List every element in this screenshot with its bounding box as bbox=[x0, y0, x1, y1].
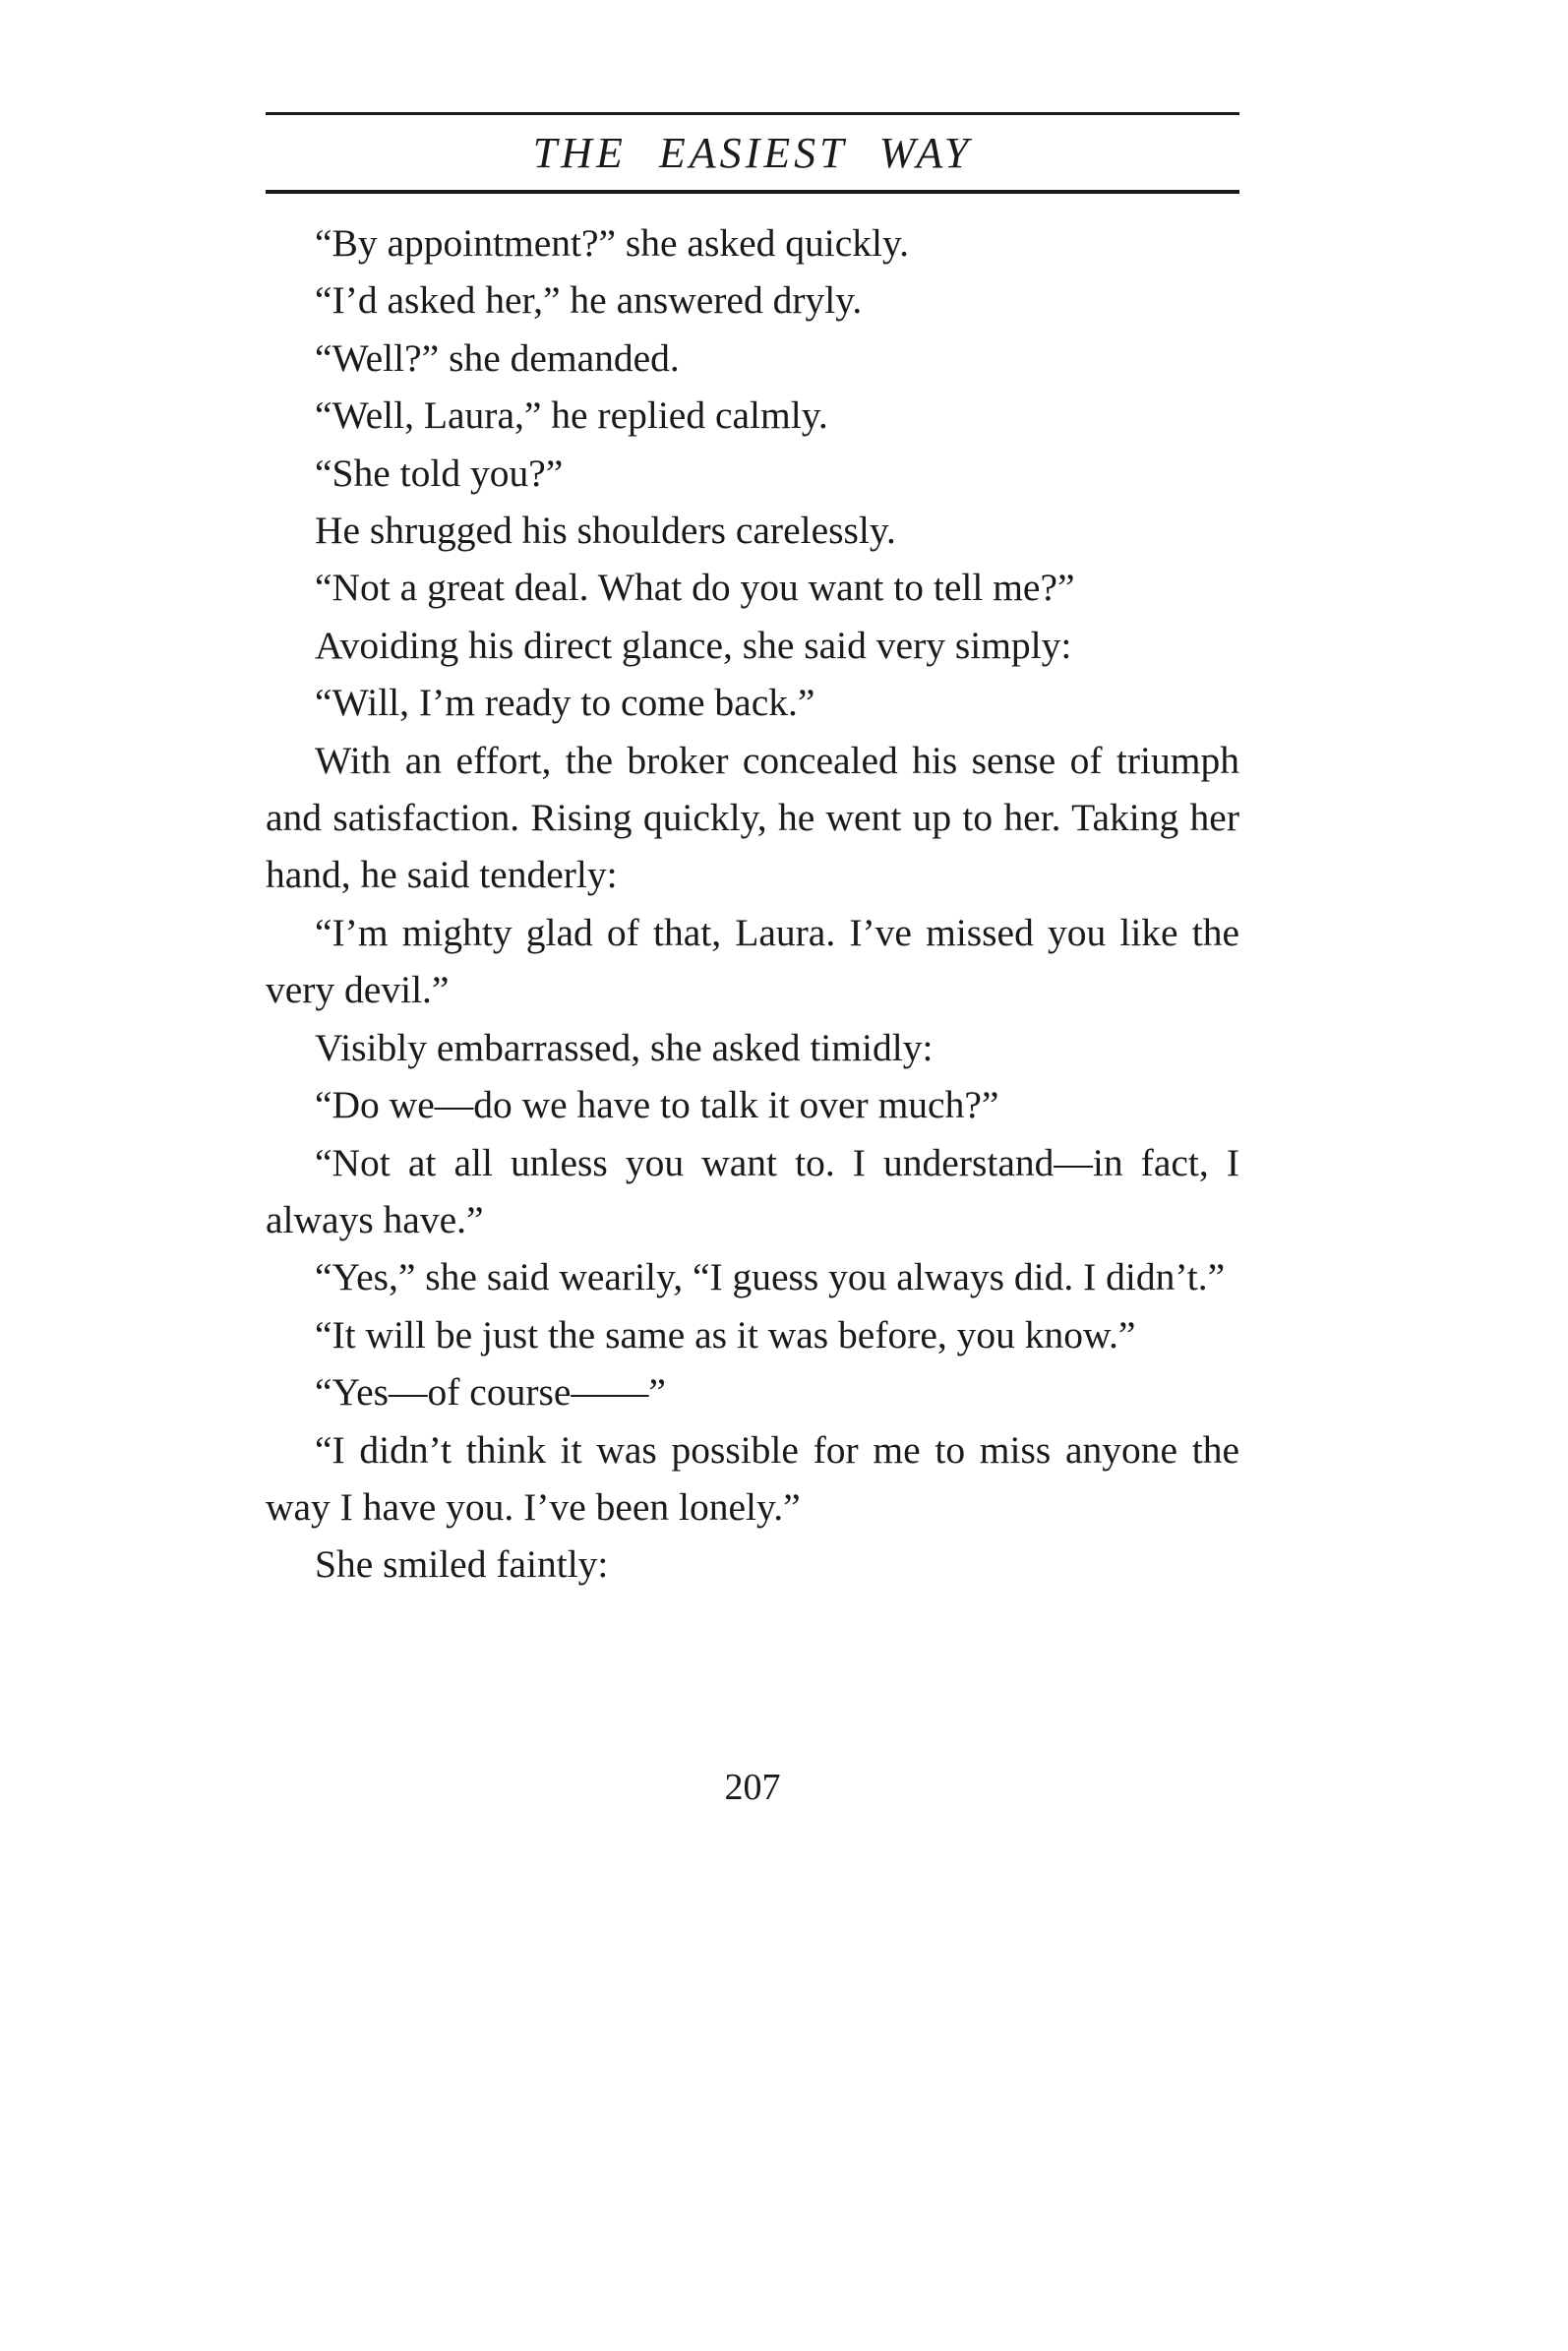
paragraph: “Well?” she demanded. bbox=[315, 335, 680, 380]
paragraph: “Not at all unless you want to. I understand—in fact, I always have.” bbox=[266, 1140, 1239, 1241]
paragraph: “Well, Laura,” he replied calmly. bbox=[315, 393, 828, 438]
paragraph: “Yes,” she said wearily, “I guess you always did. I didn’t.” bbox=[315, 1255, 1226, 1299]
paragraph: “I didn’t think it was possible for me to miss anyone the way I have you. I’ve been lonely.” bbox=[266, 1427, 1239, 1529]
paragraph: “She told you?” bbox=[315, 451, 564, 495]
paragraph: She smiled faintly: bbox=[315, 1542, 609, 1587]
paragraph: “Will, I’m ready to come back.” bbox=[315, 681, 815, 725]
page-number: 207 bbox=[724, 1767, 781, 1808]
paragraph: With an effort, the broker concealed his sense of triumph and satisfaction. Rising quickly, he went up to her. Taking her hand, he said tenderly: bbox=[266, 738, 1239, 897]
paragraph: “Not a great deal. What do you want to tell me?” bbox=[315, 566, 1075, 610]
running-title: THE EASIEST WAY bbox=[532, 129, 973, 177]
header-top-rule bbox=[266, 112, 1239, 115]
paragraph: “Do we—do we have to talk it over much?” bbox=[315, 1083, 999, 1127]
header-bottom-rule bbox=[266, 190, 1239, 194]
paragraph: He shrugged his shoulders carelessly. bbox=[315, 509, 896, 553]
paragraph: Avoiding his direct glance, she said very simply: bbox=[315, 623, 1072, 667]
paragraph: “I’m mighty glad of that, Laura. I’ve missed you like the very devil.” bbox=[266, 910, 1239, 1012]
paragraph: “Yes—of course——” bbox=[315, 1370, 666, 1415]
paragraph: “By appointment?” she asked quickly. bbox=[315, 221, 910, 265]
body-text bbox=[266, 214, 1239, 1594]
paragraph: Visibly embarrassed, she asked timidly: bbox=[315, 1025, 934, 1069]
paragraph: “I’d asked her,” he answered dryly. bbox=[315, 278, 863, 323]
paragraph: “It will be just the same as it was before, you know.” bbox=[315, 1312, 1136, 1356]
